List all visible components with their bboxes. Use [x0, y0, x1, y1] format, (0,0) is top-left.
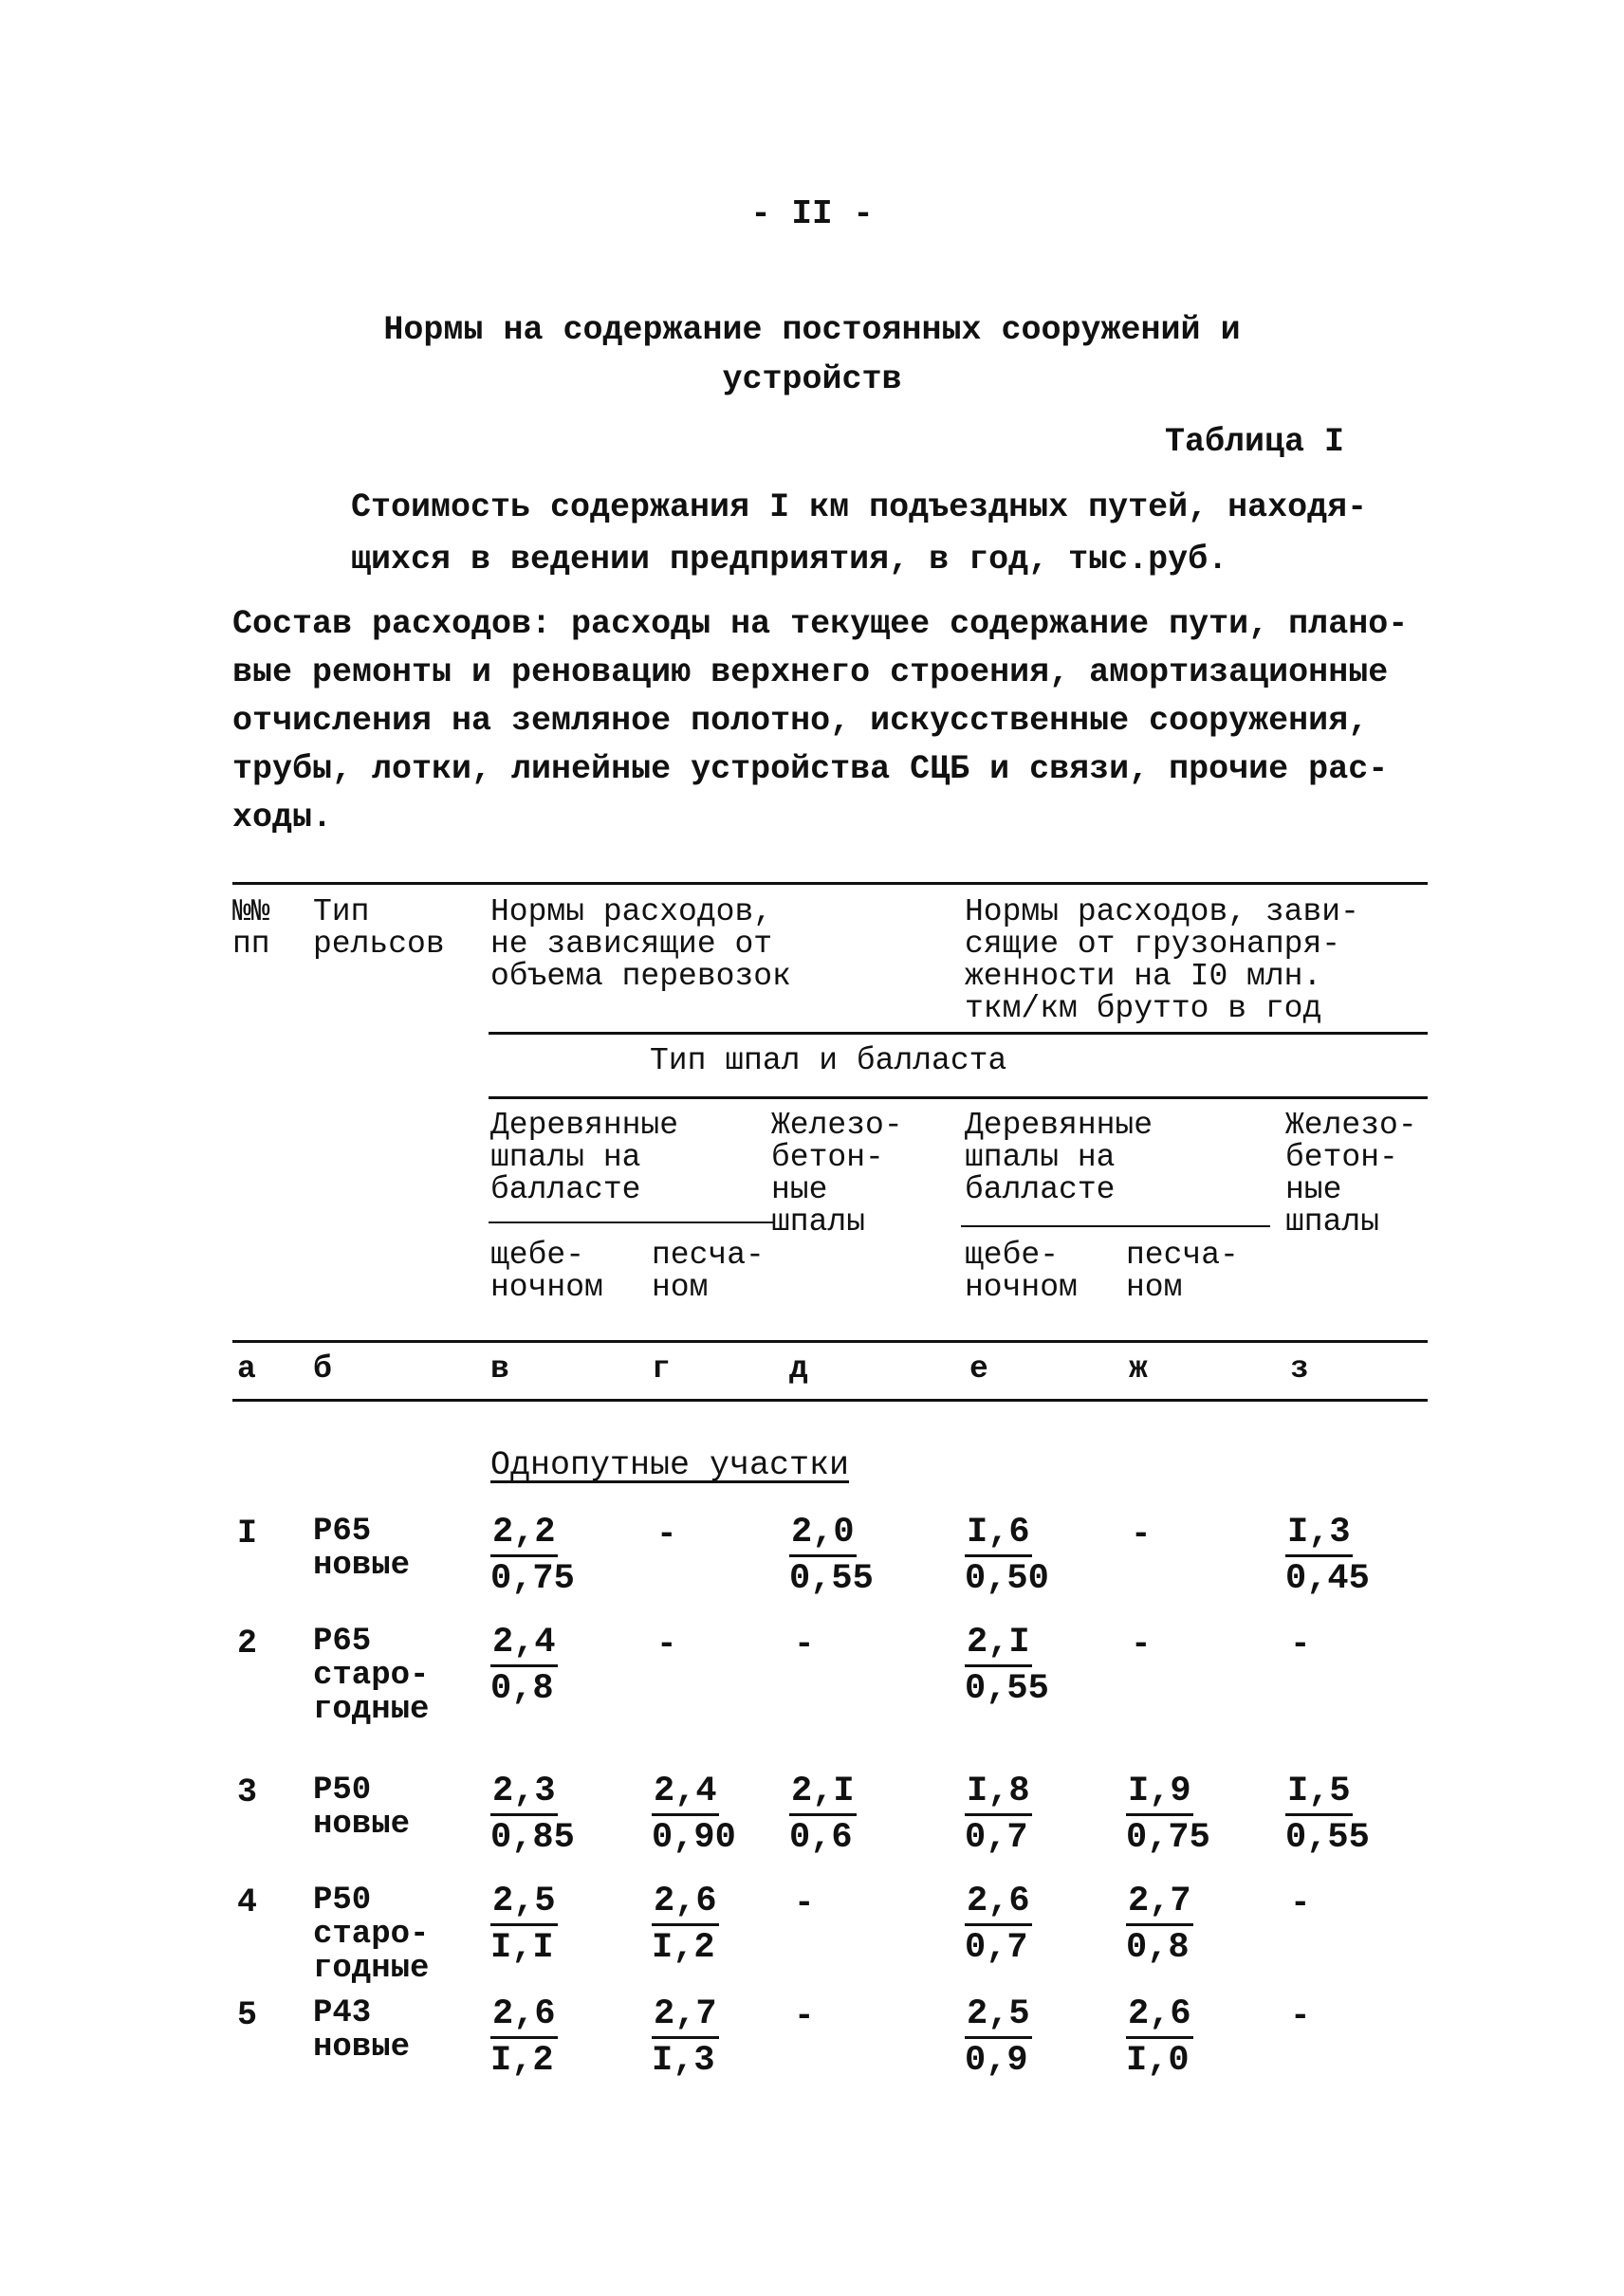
cost-fraction	[490, 1880, 558, 1970]
variable-cost: 0,85	[490, 1818, 575, 1858]
cost-fraction	[965, 1993, 1032, 2083]
paragraph-line: вые ремонты и реновацию верхнего строения, амортизационные	[232, 653, 1389, 691]
header-sleeper-ballast: Тип шпал и балласта	[650, 1043, 1007, 1078]
rail-type: Р43 новые	[313, 1995, 411, 2066]
empty-cell-dash: -	[1131, 1515, 1152, 1553]
cost-fraction	[652, 1880, 719, 1970]
table-label: Таблица I	[1165, 423, 1345, 461]
paragraph-line: ходы.	[232, 799, 333, 836]
rail-type: Р65 старо- годные	[313, 1624, 430, 1728]
fixed-cost: 2,I	[789, 1770, 857, 1816]
header-number: №№ пп	[232, 894, 270, 962]
row-number: 2	[237, 1625, 258, 1662]
variable-cost: 0,8	[490, 1669, 554, 1709]
cost-fraction	[490, 1621, 558, 1711]
variable-cost: I,I	[490, 1928, 554, 1968]
header-independent-costs: Нормы расходов, не зависящие от объема перевозок	[490, 894, 791, 994]
header-sandy-2: песча- ном	[1126, 1238, 1239, 1305]
column-letter: е	[969, 1351, 988, 1387]
rail-type: Р50 старо- годные	[313, 1883, 430, 1987]
variable-cost: 0,55	[1285, 1818, 1370, 1858]
column-letter: г	[652, 1351, 671, 1387]
empty-cell-dash: -	[1290, 1996, 1311, 2035]
cost-fraction	[1126, 1770, 1210, 1860]
header-crushed-2: щебе- ночном	[965, 1238, 1078, 1305]
variable-cost: 0,55	[789, 1559, 874, 1599]
column-letter: в	[490, 1351, 509, 1387]
header-dependent-costs: Нормы расходов, зави- сящие от грузонапря- женности на I0 млн. ткм/км брутто в год	[965, 894, 1359, 1026]
page-number: - II -	[750, 194, 874, 233]
cost-fraction	[490, 1770, 575, 1860]
fixed-cost: 2,2	[490, 1511, 558, 1557]
cost-fraction	[652, 1993, 719, 2083]
table-caption-line-2: щихся в ведении предприятия, в год, тыс.руб.	[351, 541, 1228, 579]
header-rail-type: Тип рельсов	[313, 894, 445, 962]
row-number: 4	[237, 1883, 258, 1921]
variable-cost: 0,8	[1126, 1928, 1190, 1968]
variable-cost: 0,6	[789, 1818, 853, 1858]
fixed-cost: 2,6	[652, 1880, 719, 1926]
fixed-cost: I,6	[965, 1511, 1032, 1557]
fixed-cost: 2,6	[965, 1880, 1032, 1926]
expense-composition-paragraph	[232, 600, 1428, 842]
header-wooden-2: Деревянные шпалы на балласте	[965, 1108, 1153, 1207]
header-bottom-rule	[232, 1340, 1428, 1343]
empty-cell-dash: -	[1290, 1625, 1311, 1663]
variable-cost: 0,45	[1285, 1559, 1370, 1599]
variable-cost: 0,75	[1126, 1818, 1210, 1858]
column-letter: д	[789, 1351, 808, 1387]
fixed-cost: 2,6	[490, 1993, 558, 2039]
variable-cost: 0,55	[965, 1669, 1049, 1709]
variable-cost: I,2	[652, 1928, 715, 1968]
empty-cell-dash: -	[794, 1883, 815, 1922]
fixed-cost: 2,0	[789, 1511, 857, 1557]
fixed-cost: 2,4	[490, 1621, 558, 1667]
column-letter: а	[237, 1351, 256, 1387]
cost-fraction	[1285, 1511, 1370, 1601]
cost-fraction	[1126, 1993, 1193, 2083]
cost-fraction	[965, 1621, 1049, 1711]
fixed-cost: 2,4	[652, 1770, 719, 1816]
single-track-section-title: Однопутные участки	[490, 1446, 850, 1484]
variable-cost: I,2	[490, 2041, 554, 2081]
fixed-cost: I,3	[1285, 1511, 1353, 1557]
empty-cell-dash: -	[794, 1625, 815, 1663]
header-concrete-2: Железо- бетон- ные шпалы	[1285, 1108, 1417, 1240]
fixed-cost: I,8	[965, 1770, 1032, 1816]
header-wooden-1: Деревянные шпалы на балласте	[490, 1108, 679, 1207]
wooden-right-rule	[961, 1225, 1270, 1227]
table-caption-line-1: Стоимость содержания I км подъездных путей, находя-	[351, 488, 1368, 526]
paragraph-line: отчисления на земляное полотно, искусственные сооружения,	[232, 702, 1369, 740]
cost-fraction	[652, 1770, 736, 1860]
sleeper-group-rule	[489, 1032, 1428, 1035]
header-sandy-1: песча- ном	[652, 1238, 765, 1305]
variable-cost: 0,9	[965, 2041, 1028, 2081]
fixed-cost: 2,7	[1126, 1880, 1193, 1926]
fixed-cost: 2,3	[490, 1770, 558, 1816]
cost-fraction	[490, 1511, 575, 1601]
variable-cost: 0,75	[490, 1559, 575, 1599]
row-number: I	[237, 1515, 258, 1552]
fixed-cost: 2,5	[490, 1880, 558, 1926]
row-number: 3	[237, 1773, 258, 1811]
section-title-line-1: Нормы на содержание постоянных сооружений и	[383, 311, 1241, 349]
column-letter: з	[1290, 1351, 1309, 1387]
wooden-left-rule	[489, 1221, 773, 1223]
sleeper-type-rule	[489, 1096, 1428, 1099]
variable-cost: 0,7	[965, 1818, 1028, 1858]
fixed-cost: 2,5	[965, 1993, 1032, 2039]
cost-fraction	[1285, 1770, 1370, 1860]
section-title-line-2: устройств	[722, 360, 902, 398]
variable-cost: 0,90	[652, 1818, 736, 1858]
paragraph-line: Состав расходов: расходы на текущее содержание пути, плано-	[232, 605, 1409, 643]
fixed-cost: I,9	[1126, 1770, 1193, 1816]
row-number: 5	[237, 1996, 258, 2034]
header-crushed-1: щебе- ночном	[490, 1238, 603, 1305]
variable-cost: 0,7	[965, 1928, 1028, 1968]
cost-fraction	[1126, 1880, 1193, 1970]
letters-bottom-rule	[232, 1399, 1428, 1402]
fixed-cost: 2,6	[1126, 1993, 1193, 2039]
cost-fraction	[965, 1770, 1032, 1860]
fixed-cost: 2,I	[965, 1621, 1032, 1667]
paragraph-line: трубы, лотки, линейные устройства СЦБ и связи, прочие рас-	[232, 750, 1389, 788]
rail-type: Р50 новые	[313, 1773, 411, 1843]
empty-cell-dash: -	[1290, 1883, 1311, 1922]
cost-fraction	[490, 1993, 558, 2083]
fixed-cost: I,5	[1285, 1770, 1353, 1816]
empty-cell-dash: -	[656, 1515, 677, 1553]
cost-fraction	[965, 1511, 1049, 1601]
variable-cost: I,3	[652, 2041, 715, 2081]
variable-cost: I,0	[1126, 2041, 1190, 2081]
empty-cell-dash: -	[656, 1625, 677, 1663]
rail-type: Р65 новые	[313, 1514, 411, 1584]
cost-fraction	[789, 1770, 857, 1860]
header-concrete-1: Железо- бетон- ные шпалы	[771, 1108, 903, 1240]
fixed-cost: 2,7	[652, 1993, 719, 2039]
variable-cost: 0,50	[965, 1559, 1049, 1599]
cost-fraction	[789, 1511, 874, 1601]
column-letter: ж	[1129, 1351, 1148, 1387]
column-letter: б	[313, 1351, 332, 1387]
table-top-rule	[232, 882, 1428, 885]
empty-cell-dash: -	[1131, 1625, 1152, 1663]
cost-fraction	[965, 1880, 1032, 1970]
empty-cell-dash: -	[794, 1996, 815, 2035]
